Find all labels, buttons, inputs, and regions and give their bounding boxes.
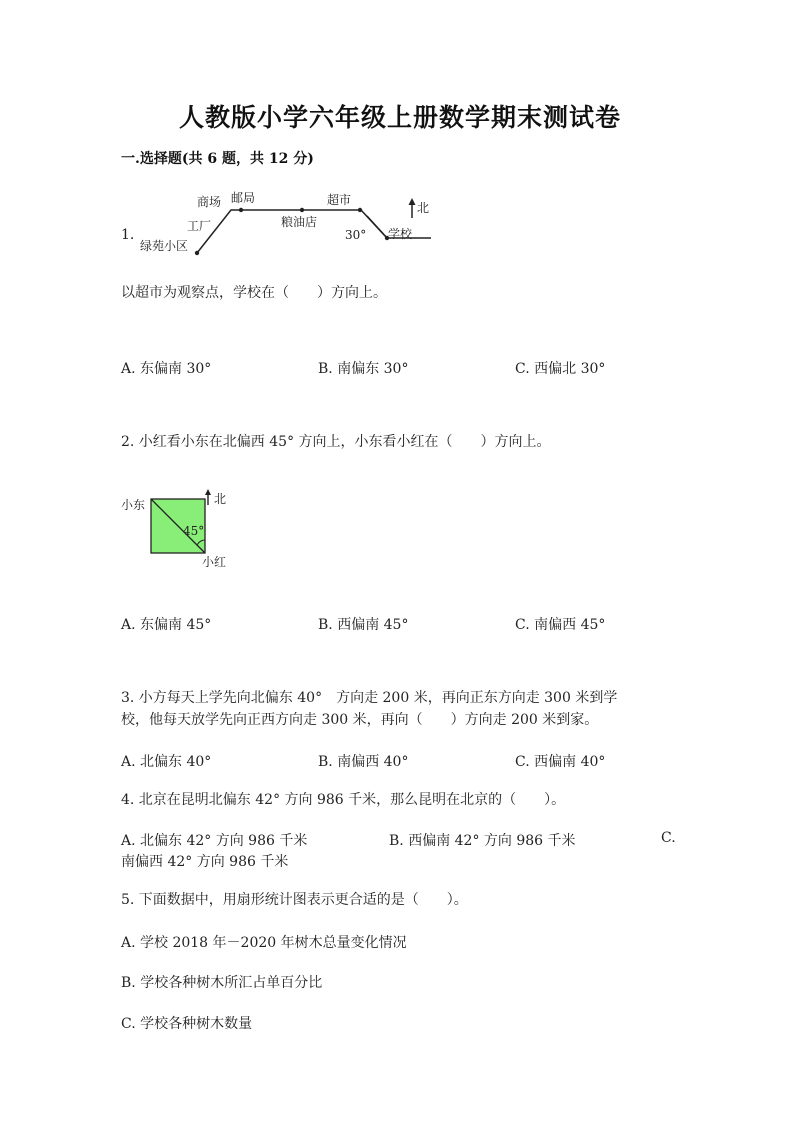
section-heading: 一.选择题(共 6 题，共 12 分) [121,151,314,167]
q3-option-a[interactable]: A. 北偏东 40° [121,754,212,770]
q2-label-north: 北 [214,492,227,506]
q1-number: 1. [121,227,135,243]
q1-option-a[interactable]: A. 东偏南 30° [121,361,212,377]
q4-option-b[interactable]: B. 西偏南 42° 方向 986 千米 [389,833,576,849]
q2-option-a[interactable]: A. 东偏南 45° [121,617,212,633]
q1-label-school: 学校 [388,227,413,241]
q1-label-supermarket: 超市 [327,193,352,207]
q1-option-b[interactable]: B. 南偏东 30° [318,361,409,377]
q1-label-grain-store: 粮油店 [281,215,318,229]
q1-map-diagram [135,190,455,260]
q1-label-lvyuan: 绿苑小区 [140,239,189,253]
q2-label-xiaodong: 小东 [121,498,146,512]
q1-label-factory: 工厂 [187,219,212,233]
q1-label-north: 北 [417,201,430,215]
north-arrow-head-2 [205,489,211,495]
q2-direction-diagram [118,488,248,578]
q5-option-a[interactable]: A. 学校 2018 年－2020 年树木总量变化情况 [121,935,407,951]
q1-point-super [358,208,362,212]
q2-label-xiaohong: 小红 [202,555,227,569]
q4-option-c-text[interactable]: 南偏西 42° 方向 986 千米 [121,854,289,870]
q1-point-lvyuan [195,251,199,255]
q3-question-line-1: 3. 小方每天上学先向北偏东 40° 方向走 200 米，再向正东方向走 300 米到学 [121,690,618,706]
q5-option-c[interactable]: C. 学校各种树木数量 [121,1016,253,1032]
q3-question-line-2: 校，他每天放学先向正西方向走 300 米，再向（ ）方向走 200 米到家。 [121,712,599,728]
q3-option-c[interactable]: C. 西偏南 40° [515,754,606,770]
q4-option-a[interactable]: A. 北偏东 42° 方向 986 千米 [121,833,308,849]
q2-option-c[interactable]: C. 南偏西 45° [515,617,606,633]
q1-point-post [239,208,243,212]
q2-question-text: 2. 小红看小东在北偏西 45° 方向上，小东看小红在（ ）方向上。 [121,434,551,450]
page-title: 人教版小学六年级上册数学期末测试卷 [178,103,621,132]
q1-angle-ray [367,216,387,238]
q4-option-c-prefix[interactable]: C. [661,830,676,846]
q1-point-grain [300,208,304,212]
q1-question-text: 以超市为观察点，学校在（ ）方向上。 [121,285,387,301]
q3-option-b[interactable]: B. 南偏西 40° [318,754,409,770]
q2-option-b[interactable]: B. 西偏南 45° [318,617,409,633]
q1-option-c[interactable]: C. 西偏北 30° [515,361,606,377]
q2-label-angle: 45° [183,524,205,538]
q5-option-b[interactable]: B. 学校各种树木所汇占单百分比 [121,975,323,991]
north-arrow-head [409,198,416,205]
q1-label-mall: 商场 [197,195,222,209]
q1-label-angle: 30° [345,228,367,242]
q4-question-text: 4. 北京在昆明北偏东 42° 方向 986 千米，那么昆明在北京的（ ）。 [121,792,566,808]
q5-question-text: 5. 下面数据中，用扇形统计图表示更合适的是（ ）。 [121,892,468,908]
q1-label-post-office: 邮局 [231,191,256,205]
